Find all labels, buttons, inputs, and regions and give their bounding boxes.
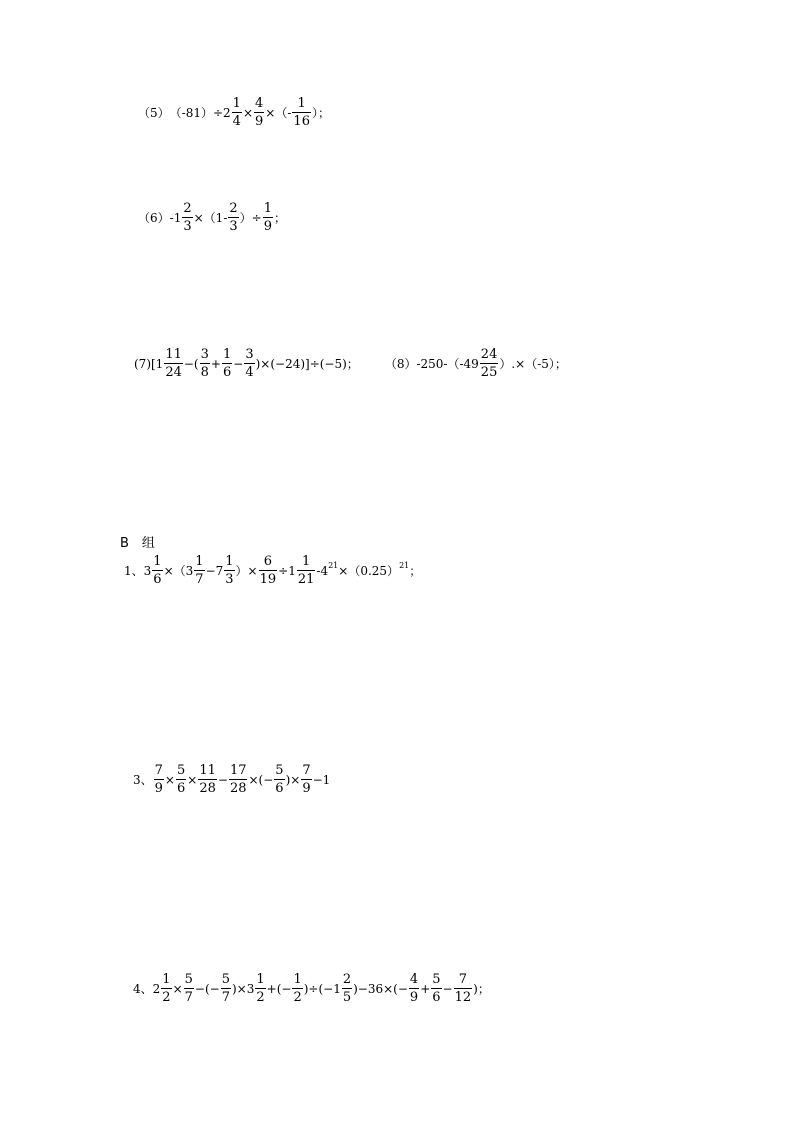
fraction: $\frac{2}{5}$ (342, 972, 352, 1005)
expr-text: 2 (223, 105, 231, 120)
expr-text: （-81）÷ (169, 105, 224, 120)
fraction: $\frac{2}{3}$ (183, 201, 192, 234)
expr-text: × (172, 981, 183, 996)
problem-label: （6） (138, 210, 170, 225)
fraction: $\frac{5}{7}$ (221, 972, 230, 1005)
expr-text: ×（3 (163, 563, 194, 578)
fraction: $\frac{5}{7}$ (184, 972, 193, 1005)
expr-text: ×（- (265, 105, 292, 120)
expr-text: ）÷ (239, 210, 262, 225)
problem-label: 1、 (124, 563, 144, 578)
expr-text: ）× (235, 563, 258, 578)
expr-text: ÷1 (278, 563, 296, 578)
expr-text: − (233, 356, 244, 371)
problem-label: (7) (134, 356, 151, 371)
expr-text: )×3 (231, 981, 255, 996)
exponent: 21 (399, 560, 410, 570)
fraction: $\frac{1}{9}$ (263, 201, 272, 234)
fraction: $\frac{24}{25}$ (480, 347, 498, 380)
expr-text: ×（1- (193, 210, 228, 225)
fraction: $\frac{7}{9}$ (302, 763, 311, 796)
fraction: $\frac{4}{9}$ (409, 972, 419, 1005)
expr-text: -250-（-49 (416, 356, 479, 371)
expr-text: )÷(−1 (303, 981, 341, 996)
expr-text: [1 (151, 356, 164, 371)
exponent: 21 (328, 560, 339, 570)
expr-text: )× (285, 772, 301, 787)
problem-label: （8） (384, 356, 417, 371)
fraction: $\frac{1}{2}$ (293, 972, 302, 1005)
fraction: $\frac{1}{16}$ (293, 96, 310, 129)
problem-label: 3、 (133, 772, 153, 787)
expr-text: +(− (266, 981, 292, 996)
expr-text: )−36×(− (353, 981, 408, 996)
fraction: $\frac{4}{9}$ (255, 96, 264, 129)
fraction: $\frac{7}{12}$ (454, 972, 472, 1005)
problem-label: 4、 (133, 981, 153, 996)
fraction: $\frac{7}{9}$ (154, 763, 163, 796)
expr-text: )； (473, 981, 490, 996)
fraction: $\frac{5}{6}$ (432, 972, 441, 1005)
fraction: $\frac{1}{2}$ (162, 972, 171, 1005)
expr-text: + (210, 356, 221, 371)
expr-text: 3 (143, 563, 152, 578)
expr-text: )×(−24)]÷(−5)； (255, 356, 359, 371)
expr-text: −7 (205, 563, 224, 578)
problem-label: （5） (138, 105, 170, 120)
section-b-heading: B 组 (120, 536, 155, 551)
expr-text: ； (274, 210, 287, 225)
fraction: $\frac{5}{6}$ (176, 763, 186, 796)
expr-text: ）.×（-5）； (499, 356, 567, 371)
expr-text: -4 (316, 563, 329, 578)
fraction: $\frac{3}{8}$ (200, 347, 209, 380)
fraction: $\frac{1}{6}$ (153, 554, 162, 587)
problem-7-8 (134, 348, 567, 379)
expr-text: ； (409, 563, 422, 578)
expr-text: + (420, 981, 431, 996)
expr-text: −( (183, 356, 199, 371)
fraction: $\frac{6}{19}$ (259, 554, 277, 587)
fraction: $\frac{1}{7}$ (195, 554, 204, 587)
fraction: $\frac{3}{4}$ (245, 347, 254, 380)
expr-text: × (164, 772, 175, 787)
b-problem-1 (124, 555, 421, 586)
fraction: $\frac{1}{21}$ (297, 554, 315, 587)
fraction: $\frac{1}{2}$ (256, 972, 265, 1005)
fraction: $\frac{1}{4}$ (232, 96, 241, 129)
expr-text: ×（0.25） (338, 563, 400, 578)
expr-text: ）； (311, 105, 330, 120)
expr-text: −1 (312, 772, 331, 787)
fraction: $\frac{5}{6}$ (275, 763, 284, 796)
b-problem-4 (133, 973, 490, 1004)
fraction: $\frac{11}{28}$ (199, 763, 216, 796)
fraction: $\frac{2}{3}$ (229, 201, 238, 234)
expr-text: −(− (194, 981, 220, 996)
fraction: $\frac{1}{3}$ (225, 554, 234, 587)
problem-5 (138, 97, 330, 128)
problem-6 (138, 202, 286, 233)
b-problem-3 (133, 764, 330, 795)
expr-text: 2 (152, 981, 161, 996)
fraction: $\frac{1}{6}$ (222, 347, 232, 380)
expr-text: − (217, 772, 228, 787)
fraction: $\frac{11}{24}$ (165, 347, 182, 380)
expr-text: ×(− (248, 772, 274, 787)
expr-text: − (442, 981, 453, 996)
expr-text: -1 (169, 210, 182, 225)
expr-text: × (242, 105, 254, 120)
expr-text: × (187, 772, 198, 787)
fraction: $\frac{17}{28}$ (229, 763, 247, 796)
